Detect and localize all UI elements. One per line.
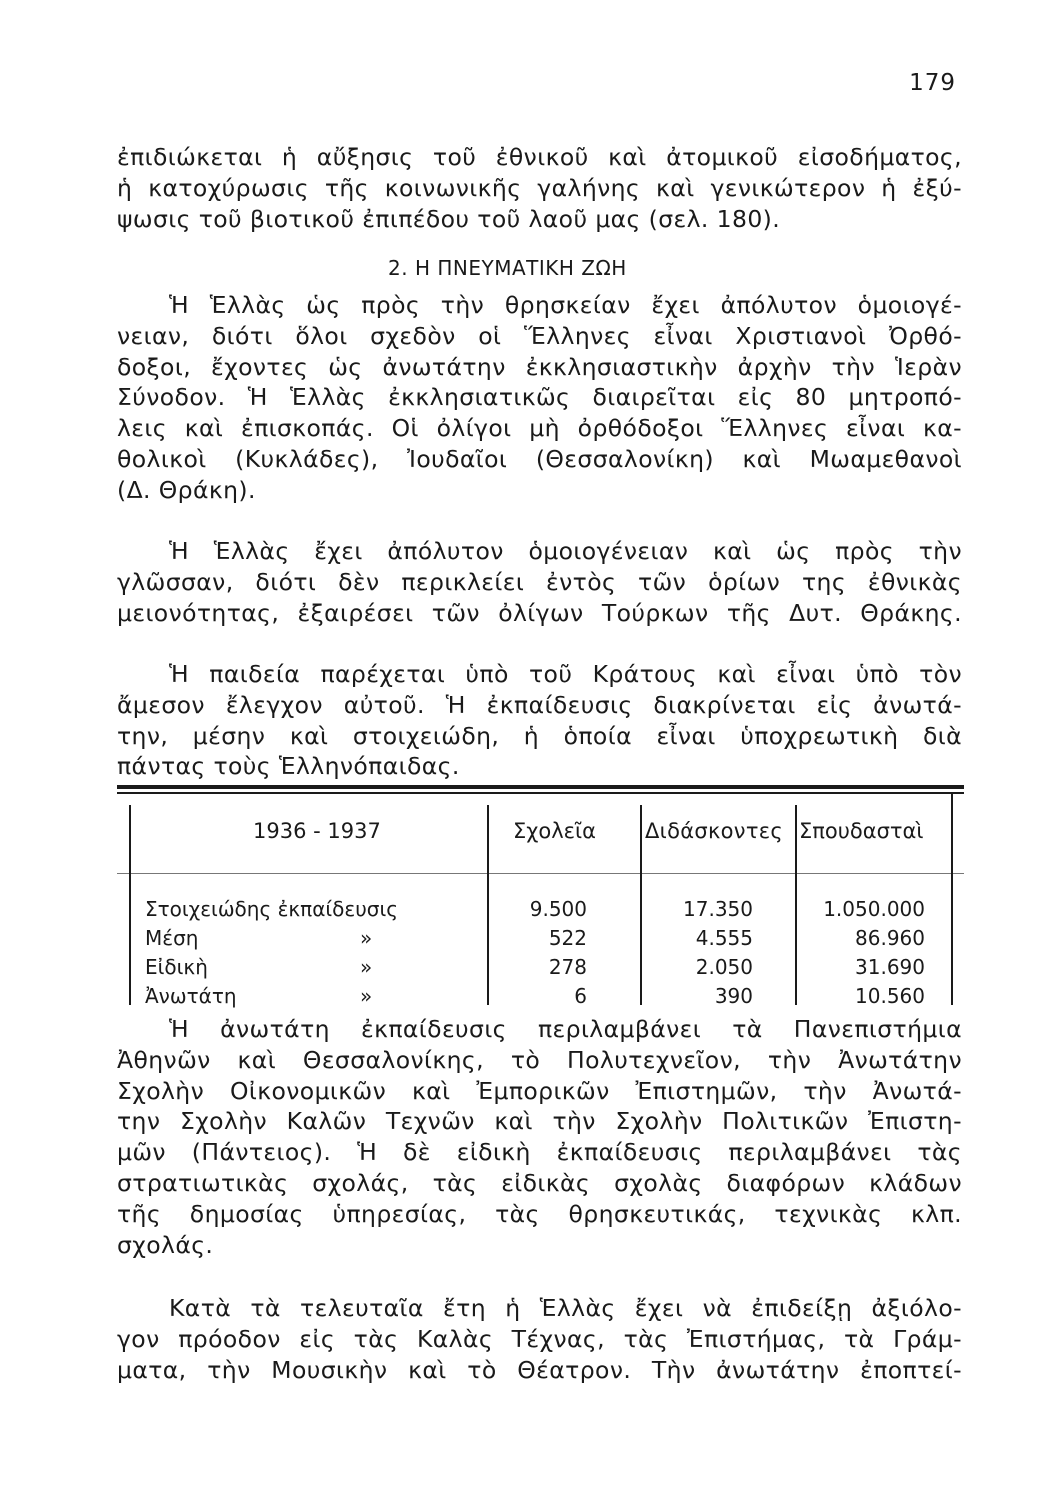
text-line: πάντας τοὺς Ἑλληνόπαιδας. xyxy=(117,752,460,781)
table-top-rule-inner xyxy=(117,792,964,794)
schools-value: 6 xyxy=(574,984,587,1008)
row-label: Στοιχειώδης ἐκπαίδευσις xyxy=(145,897,398,921)
text-line: δοξοι, ἔχοντες ὡς ἀνωτάτην ἐκκλησιαστικὴν ἀρχὴν τὴν Ἱερὰν xyxy=(117,352,962,381)
students-value: 10.560 xyxy=(855,984,925,1008)
text-line: Κατὰ τὰ τελευταῖα ἔτη ἡ Ἑλλὰς ἔχει νὰ ἐπιδείξῃ ἀξιόλο- xyxy=(169,1294,962,1322)
intro-paragraph xyxy=(117,142,962,234)
religion-paragraph xyxy=(117,290,962,506)
teachers-value: 4.555 xyxy=(695,926,753,950)
text-line: Ἡ Ἑλλὰς ἔχει ἀπόλυτον ὁμοιογένειαν καὶ ὡς πρὸς τὴν xyxy=(169,537,962,565)
text-line: σχολάς. xyxy=(117,1230,214,1259)
text-line: την Σχολὴν Καλῶν Τεχνῶν καὶ τὴν Σχολὴν Πολιτικῶν Ἐπιστη- xyxy=(117,1107,962,1136)
students-value: 31.690 xyxy=(855,955,925,979)
text-line: ἐπιδιώκεται ἡ αὔξησις τοῦ ἐθνικοῦ καὶ ἀτομικοῦ εἰσοδήματος, xyxy=(117,143,962,171)
arts-paragraph xyxy=(117,1293,962,1385)
row-label: Εἰδικὴ xyxy=(145,955,208,979)
table-row xyxy=(117,926,964,955)
students-value: 1.050.000 xyxy=(823,897,925,921)
schools-value: 278 xyxy=(548,955,587,979)
table-row xyxy=(117,955,964,984)
page-number: 179 xyxy=(909,70,956,96)
text-line: τῆς δημοσίας ὑπηρεσίας, τὰς θρησκευτικάς, τεχνικὰς κλπ. xyxy=(117,1199,962,1228)
table-row xyxy=(117,984,964,1013)
table-row xyxy=(117,897,964,926)
education-statistics-table xyxy=(117,785,964,1007)
row-label: Ἀνωτάτη xyxy=(145,984,237,1008)
ditto-mark: » xyxy=(360,984,373,1008)
text-line: λεις καὶ ἐπισκοπάς. Οἱ ὀλίγοι μὴ ὀρθόδοξοι Ἕλληνες εἶναι κα- xyxy=(117,414,962,443)
text-line: ἡ κατοχύρωσις τῆς κοινωνικῆς γαλήνης καὶ γενικώτερον ἡ ἐξύ- xyxy=(117,173,962,202)
higher-education-paragraph xyxy=(117,1014,962,1260)
text-line: την, μέσην καὶ στοιχειώδη, ἡ ὁποία εἶναι ὑποχρεωτικὴ διὰ xyxy=(117,721,962,750)
header-period: 1936 - 1937 xyxy=(253,819,381,843)
schools-value: 522 xyxy=(548,926,587,950)
ditto-mark: » xyxy=(360,926,373,950)
teachers-value: 390 xyxy=(714,984,753,1008)
teachers-value: 17.350 xyxy=(683,897,753,921)
table-header-rule xyxy=(117,873,964,874)
text-line: θολικοὶ (Κυκλάδες), Ἰουδαῖοι (Θεσσαλονίκη) καὶ Μωαμεθανοὶ xyxy=(117,444,962,473)
section-heading: 2. Η ΠΝΕΥΜΑΤΙΚΗ ΖΩΗ xyxy=(388,256,627,280)
teachers-value: 2.050 xyxy=(695,955,753,979)
text-line: Ἡ Ἑλλὰς ὡς πρὸς τὴν θρησκείαν ἔχει ἀπόλυτον ὁμοιογέ- xyxy=(169,291,962,319)
row-label: Μέση xyxy=(145,926,199,950)
students-value: 86.960 xyxy=(855,926,925,950)
text-line: ψωσις τοῦ βιοτικοῦ ἐπιπέδου τοῦ λαοῦ μας (σελ. 180). xyxy=(117,204,781,233)
text-line: γον πρόοδον εἰς τὰς Καλὰς Τέχνας, τὰς Ἐπιστήμας, τὰ Γράμ- xyxy=(117,1324,962,1353)
text-line: Σύνοδον. Ἡ Ἑλλὰς ἐκκλησιατικῶς διαιρεῖται εἰς 80 μητροπό- xyxy=(117,383,962,412)
text-line: μῶν (Πάντειος). Ἡ δὲ εἰδικὴ ἐκπαίδευσις περιλαμβάνει τὰς xyxy=(117,1138,962,1167)
education-paragraph xyxy=(117,659,962,782)
schools-value: 9.500 xyxy=(529,897,587,921)
header-schools: Σχολεῖα xyxy=(513,819,596,843)
table-top-rule xyxy=(117,785,964,789)
text-line: (Δ. Θράκη). xyxy=(117,475,256,504)
text-line: στρατιωτικὰς σχολάς, τὰς εἰδικὰς σχολὰς διαφόρων κλάδων xyxy=(117,1168,962,1197)
text-line: Σχολὴν Οἰκονομικῶν καὶ Ἐμπορικῶν Ἐπιστημῶν, τὴν Ἀνωτά- xyxy=(117,1076,962,1105)
text-line: Ἡ ἀνωτάτη ἐκπαίδευσις περιλαμβάνει τὰ Πανεπιστήμια xyxy=(169,1015,962,1043)
ditto-mark: » xyxy=(360,955,373,979)
text-line: Ἡ παιδεία παρέχεται ὑπὸ τοῦ Κράτους καὶ εἶναι ὑπὸ τὸν xyxy=(169,660,962,688)
text-line: νειαν, διότι ὅλοι σχεδὸν οἱ Ἕλληνες εἶναι Χριστιανοὶ Ὀρθό- xyxy=(117,321,962,350)
language-paragraph xyxy=(117,536,962,628)
text-line: ἄμεσον ἔλεγχον αὐτοῦ. Ἡ ἐκπαίδευσις διακρίνεται εἰς ἀνωτά- xyxy=(117,690,962,719)
text-line: μειονότητας, ἐξαιρέσει τῶν ὀλίγων Τούρκων τῆς Δυτ. Θράκης. xyxy=(117,598,962,627)
header-teachers: Διδάσκοντες xyxy=(645,819,784,843)
text-line: ματα, τὴν Μουσικὴν καὶ τὸ Θέατρον. Τὴν ἀνωτάτην ἐποπτεί- xyxy=(117,1355,962,1384)
text-line: Ἀθηνῶν καὶ Θεσσαλονίκης, τὸ Πολυτεχνεῖον, τὴν Ἀνωτάτην xyxy=(117,1045,962,1074)
text-line: γλῶσσαν, διότι δὲν περικλείει ἐντὸς τῶν ὁρίων της ἐθνικὰς xyxy=(117,567,962,596)
header-students: Σπουδασταὶ xyxy=(799,819,924,843)
